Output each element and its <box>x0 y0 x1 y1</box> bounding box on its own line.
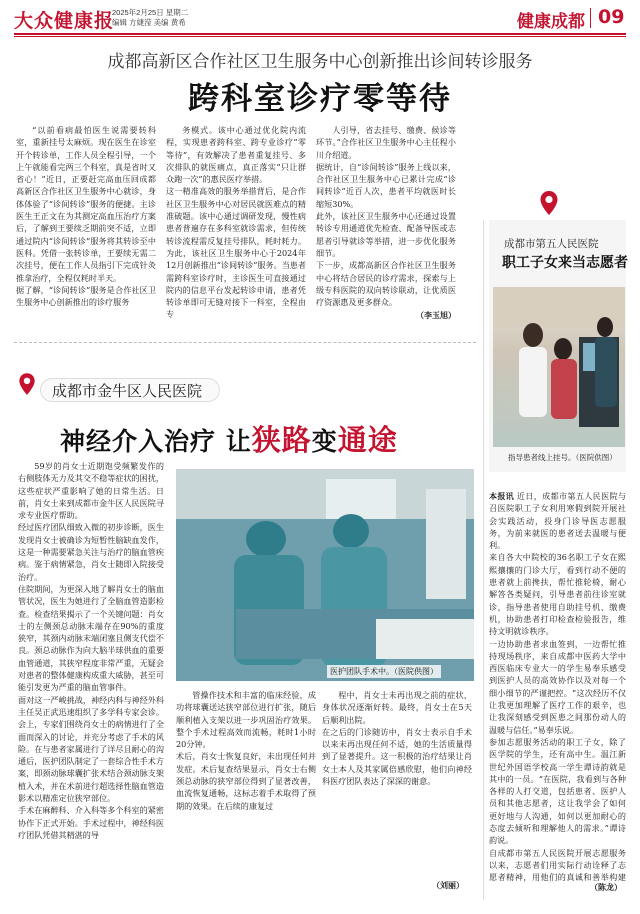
article1-headline: 跨科室诊疗零等待 <box>188 81 452 117</box>
article2-divider <box>14 342 476 364</box>
article3-body <box>489 490 626 882</box>
article3-photo-caption: 指导患者线上挂号。（医院供图） <box>508 453 617 462</box>
headline-part: 变 <box>311 427 338 456</box>
issue-date: 2025年2月25日 星期二 <box>112 8 189 17</box>
column-divider <box>483 220 484 900</box>
header-rule <box>14 33 626 35</box>
masthead-logo: 大众健康报 <box>14 10 115 32</box>
volunteer-photo <box>493 287 625 447</box>
section-separator <box>590 8 591 28</box>
headline-part: 神经介入治疗 让 <box>60 427 252 456</box>
article1-subtitle: 成都高新区合作社区卫生服务中心创新推出诊间转诊服务 <box>107 52 533 72</box>
article3-lead: 本报讯 <box>489 491 514 501</box>
article1-byline: （李玉旭） <box>416 310 456 320</box>
article1-column-3: 人引导，省去挂号、缴费、候诊等环节。”合作社区卫生服务中心主任程小川介绍道。 据统计，自“诊间转诊”服务上线以来，合作社区卫生服务中心已累计完成“诊间转诊”近百人次，患者平均就医时长缩短30%。 此外，该社区卫生服务中心还通过设置转诊专用通道优先检查、配备导医或志愿者引导就诊等举措，进一步优化服务细节。 下一步，成都高新区合作社区卫生服务中心将结合居民的诊疗需求，探索与上级专科医院的双向转诊联动，让优质医疗资源惠及更多群众。 <box>316 125 456 308</box>
article3-hospital: 成都市第五人民医院 <box>504 238 599 250</box>
headline-emphasis: 狭路 <box>251 423 312 457</box>
location-pin-icon <box>539 190 559 216</box>
location-pin-icon <box>18 372 36 396</box>
article2-column-3: 程中，肖女士未再出现之前的症状，身体状况逐渐好转。最终，肖女士在5天后顺利出院。 在之后的门诊随访中，肖女士表示自手术以来未再出现任何不适，她的生活质量得到了显著提升。这一积极的治疗结果让肖女士本人及其家属倍感欣慰，他们向神经科医疗团队表达了深深的谢意。 <box>322 690 472 787</box>
article2-column-1: 59岁的肖女士近期饱受频繁发作的右侧肢体无力及其交不稳等症状的困扰，这些症状严重影响了她的日常生活。日前，肖女士来到成都市金牛区人民医院寻求专业医疗帮助。 经过医疗团队细致入微的初步诊断，医生发现肖女士被确诊为短暂性脑缺血发作，这是一种需要紧急关注与治疗的脑血管疾病。鉴于病情紧急，肖女士随即入院接受治疗。 住院期间，为更深入地了解肖女士的脑血管状况，医生为她进行了全脑血管造影检查。检查结果揭示了一个关键问题：肖女士的左侧颈总动脉末端存在90%的重度狭窄，其颈内动脉末端闭塞且侧支代偿不良。颈总动脉作为向大脑半球供血的重要血管通道，其狭窄程度非常严重，无疑会对患者的整体健康构成重大威胁，甚至可能引发更为严重的脑血管事件。 面对这一严峻挑战，神经内科与神经外科主任吴正武迅速组织了多学科专家会诊。会上，专家们围绕肖女士的病情进行了全面而深入的讨论，并充分考虑了手术的风险。在与患者家属进行了详尽且耐心的沟通后，医护团队制定了一套综合性手术方案，即颈动脉球囊扩张术结合颈动脉支架植入术，并在术前进行超选择性脑血管造影术以精准定位狭窄部位。 手术在麻醉科、介入科等多个科室的紧密协作下正式开始。手术过程中，神经科医疗团队凭借其精湛的导 <box>18 461 164 840</box>
article1-column-1: “以前看病最怕医生说需要转科室，重新挂号太麻烦。现在医生在诊室开个转诊单，工作人员全程引导，一个上午就能看完两三个科室，真是省时又省心！”近日，正要赶完高血压回成都高新区合作社区卫生服务中心就诊，身体体验了“诊间转诊”服务的便捷。主诊医生王正文在为其测定高血压治疗方案后，了解到王要续乏期前突不适，立即通过院内“诊间转诊”服务将其转诊至中医科。凭借一张转诊单，王要续无需二次挂号，便在工作人员指引下完成针灸推拿治疗，全程仅耗时半天。 据了解，“诊间转诊”服务是合作社区卫生服务中心创新推出的诊疗服务 <box>16 125 156 308</box>
surgery-photo <box>176 469 474 681</box>
masthead-meta <box>112 8 188 28</box>
article2-hospital: 成都市金牛区人民医院 <box>52 382 203 400</box>
article3-byline: （陈龙） <box>590 882 622 892</box>
article3-text: 近日，成都市第五人民医院与召医院职工子女利用寒假到院开展社会实践活动，投身门诊导医志愿服务，为前来就医的患者送去温暖与便利。 来自各大中院校的36名职工子女在熙熙攘攘的门诊大厅，看到行动不便的患者就上前搀扶，帮忙推轮椅，耐心解答各类疑问，引导患者前往诊室就诊，指导患者使用自助挂号机、缴费机，协助患者打印检查检验报告，维持文明就诊秩序。 一边协助患者求血签到，一边帮忙推持现场秩序，来自成都中医药大学中西医临床专业大一的学生易奉乐感受到医护人员的高效协作以及对每一个细小细节的严谨把控。“这次经历不仅让我更加理解了医疗工作的艰辛，也让我深刻感受到医患之间那份动人的温暖与信任。”易奉乐说。 参加志愿服务活动的职工子女，除了医学院的学生，还有高中生。温江新世纪外国语学校高一学生谭诗韵就是其中的一员。“在医院，我看到与各种各样的人打交道，包括患者、医护人员和其他志愿者，这让我学会了如何更好地与人沟通，如何以更加耐心的态度去倾听和理解他人的需求。”谭诗韵说。 自成都市第五人民医院开展志愿服务以来，志愿者们用实际行动诠释了志愿者精神，用他们的真诚和善举构建 <box>489 491 626 882</box>
headline-emphasis: 通途 <box>337 423 398 457</box>
page-number: 09 <box>598 6 625 28</box>
section-title: 健康成都 <box>517 12 585 32</box>
article2-column-2: 管操作技术和丰富的临床经验，成功将球囊送达狭窄部位进行扩张，随后顺利植入支架以进一步巩固治疗效果。整个手术过程高效而流畅，耗时1小时20分钟。 术后，肖女士恢复良好，未出现任何并发症。术后复查结果显示，肖女士右侧颈总动脉的狭窄部位得到了显著改善，血流恢复通畅，这标志着手术取得了预期的效果。在后续的康复过 <box>176 690 316 811</box>
article2-byline: （刘丽） <box>432 880 464 890</box>
article1-column-2: 务模式。该中心通过优化院内流程，实现患者跨科室、跨专业诊疗“零等待”，有效解决了患者重复挂号、多次排队的就医痛点，真正落实“只让群众跑一次”的惠民医疗举措。 这一精准高效的服务举措背后，是合作社区卫生服务中心对居民就医难点的精准破题。该中心通过调研发现，慢性病患者普遍存在多科室就诊需求，但传统转诊流程需反复挂号排队，耗时耗力。为此，该社区卫生服务中心于2024年12月创新推出“诊间转诊”服务。当患者需跨科室诊疗时，主诊医生可直接通过院内的信息平台发起转诊申请，患者凭转诊单即可无缝对接下一科室，全程由专 <box>166 125 306 320</box>
article2-photo-caption: 医护团队手术中。（医院供图） <box>327 665 441 678</box>
header-rule-thin <box>14 36 626 37</box>
article3-headline: 职工子女来当志愿者 <box>502 255 628 271</box>
article2-headline <box>60 418 398 459</box>
editors-line: 编辑 方婕滢 美编 黄希 <box>112 18 186 27</box>
